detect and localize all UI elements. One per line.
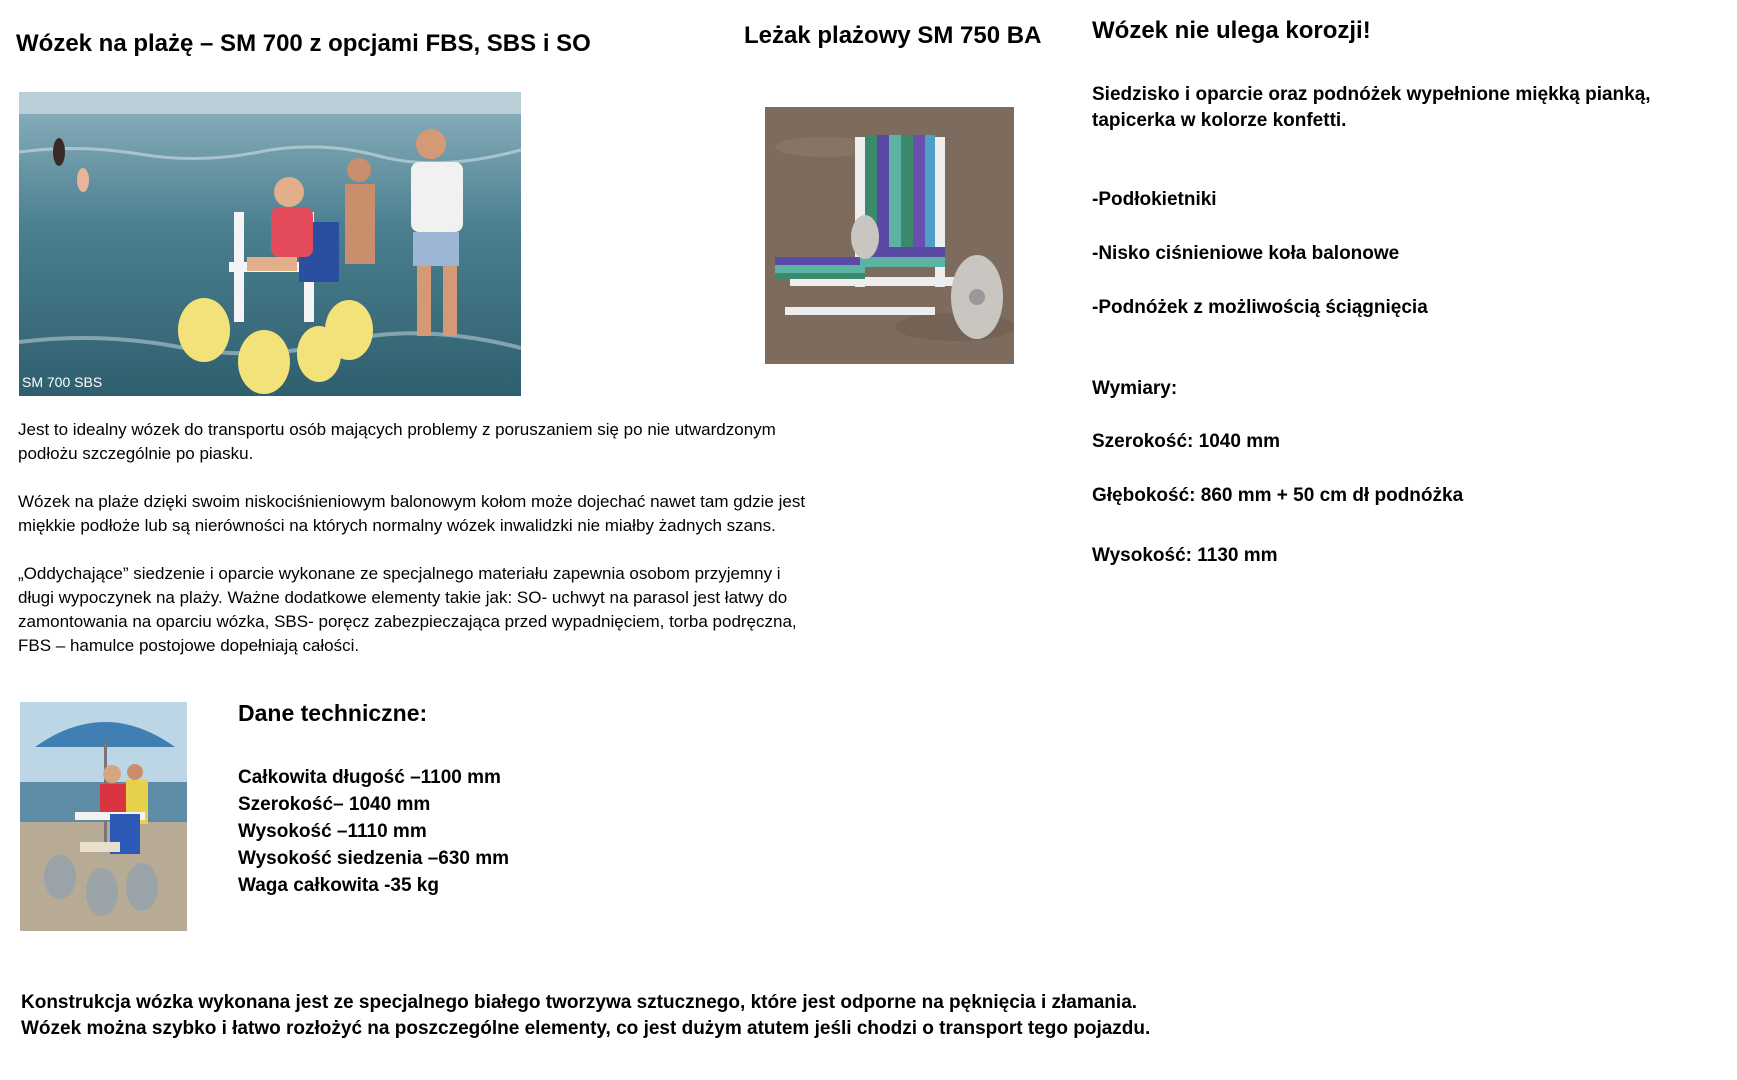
description-paragraph: „Oddychające” siedzenie i oparcie wykonane ze specjalnego materiału zapewnia osobom przyjemny i długi wypoczynek na plaży. Ważne dodatkowe elementy takie jak: SO- uchwyt na parasol jest łatwy do zamontowania na oparciu wózka, SBS- poręcz zabezpieczająca przed wypadnięciem, torba podręczna, FBS – hamulce postojowe dopełniają całości. <box>18 564 797 655</box>
feature-armrests: -Podłokietniki <box>1092 189 1217 210</box>
description-paragraph: Wózek na plaże dzięki swoim niskociśnieniowym balonowym kołom może dojechać nawet tam gdzie jest miękkie podłoże lub są nierówności na których normalny wózek inwalidzki nie miałby żadnych szans. <box>18 492 806 535</box>
beach-lounger-photo <box>765 107 1014 364</box>
upholstery-description: Siedzisko i oparcie oraz podnóżek wypełnione miękką pianką, tapicerka w kolorze konfetti. <box>1092 84 1651 131</box>
tech-spec-item: Szerokość– 1040 mm <box>238 794 431 815</box>
feature-removable-footrest: -Podnóżek z możliwością ściągnięcia <box>1092 297 1428 318</box>
construction-note <box>21 990 1150 1042</box>
construction-note-line: Konstrukcja wózka wykonana jest ze specjalnego białego tworzywa sztucznego, które jest odporne na pęknięcia i złamania. <box>21 992 1138 1013</box>
tech-spec-item: Wysokość –1110 mm <box>238 821 427 842</box>
dimension-width: Szerokość: 1040 mm <box>1092 431 1280 452</box>
sm700-sea-photo <box>19 92 521 396</box>
sm750-title: Leżak plażowy SM 750 BA <box>744 22 1042 49</box>
sm700-title: Wózek na plażę – SM 700 z opcjami FBS, SBS i SO <box>16 30 591 57</box>
description-paragraph: Jest to idealny wózek do transportu osób mających problemy z poruszaniem się po nie utwardzonym podłożu szczególnie po piasku. <box>18 420 776 463</box>
tech-spec-list <box>238 764 509 899</box>
tech-spec-item: Wysokość siedzenia –630 mm <box>238 848 510 869</box>
construction-note-line: Wózek można szybko i łatwo rozłożyć na poszczególne elementy, co jest dużym atutem jeśli chodzi o transport tego pojazdu. <box>21 1018 1151 1039</box>
dimension-height: Wysokość: 1130 mm <box>1092 545 1278 566</box>
corrosion-title: Wózek nie ulega korozji! <box>1092 17 1371 44</box>
sm700-photo-caption: SM 700 SBS <box>22 374 103 390</box>
tech-spec-item: Waga całkowita -35 kg <box>238 875 439 896</box>
feature-balloon-wheels: -Nisko ciśnieniowe koła balonowe <box>1092 243 1400 264</box>
dimension-depth: Głębokość: 860 mm + 50 cm dł podnóżka <box>1092 485 1464 506</box>
sm700-description <box>18 418 818 682</box>
dimensions-title: Wymiary: <box>1092 378 1178 399</box>
tech-spec-item: Całkowita długość –1100 mm <box>238 767 501 788</box>
umbrella-wheelchair-photo <box>20 702 187 931</box>
tech-data-title: Dane techniczne: <box>238 700 428 726</box>
